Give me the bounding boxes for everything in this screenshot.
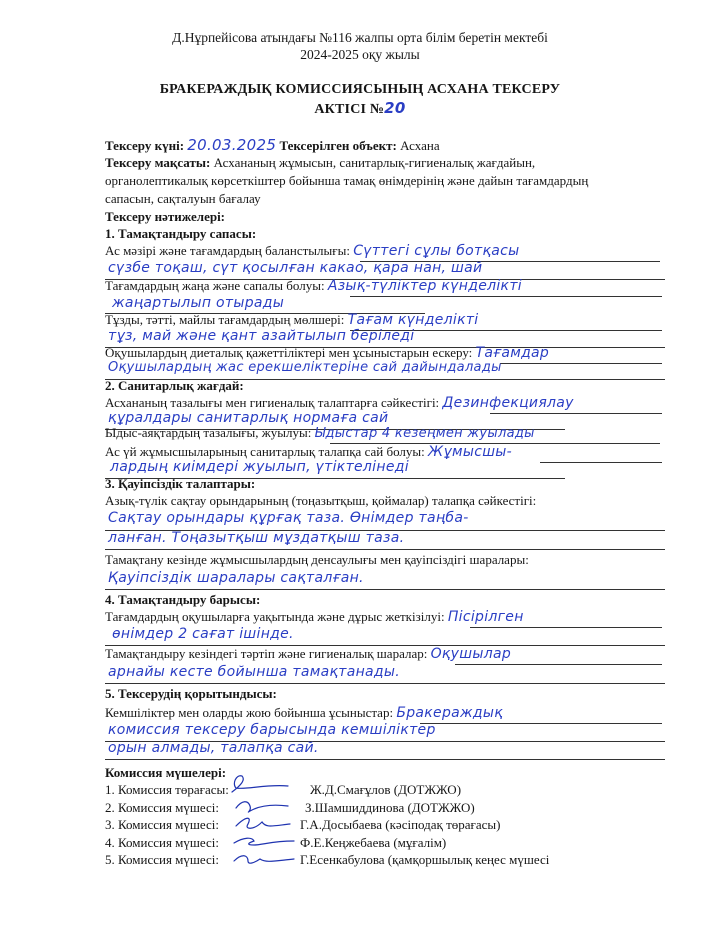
s1-q1-label: Ас мәзірі және тағамдардың баланстылығы: (105, 243, 350, 258)
section-3-title: 3. Қауіпсіздік талаптары: (105, 476, 256, 491)
s3-a2-line1: Қауіпсіздік шаралары сақталған. (108, 570, 364, 586)
s2-a1-line1: Дезинфекциялау (442, 395, 574, 411)
member-name: Г.Есенкабулова (қамқоршылық кеңес мүшесі (300, 852, 550, 867)
purpose-text-2: органолептикалық көрсеткіштер бойынша тамақ өнімдерінің және дайын тағамдардың (105, 173, 589, 188)
member-role: 1. Комиссия төрағасы: (105, 782, 229, 797)
s5-a1-line2: комиссия тексеру барысында кемшіліктер (108, 722, 436, 738)
signature-2 (236, 802, 288, 812)
object-label: Тексерілген объект: (279, 138, 397, 153)
member-role: 2. Комиссия мүшесі: (105, 800, 220, 815)
s3-q2: Тамақтану кезінде жұмысшылардың денсаулығы мен қауіпсіздігі шаралары: (105, 552, 529, 567)
act-number: 20 (384, 99, 406, 117)
s1-a3-line1: Тағам күнделікті (347, 312, 479, 328)
school-name: Д.Нұрпейісова атындағы №116 жалпы орта білім беретін мектебі (172, 30, 548, 45)
s2-a2-line1: Ыдыстар 4 кезеңмен жуылады (314, 426, 535, 441)
member-role: 3. Комиссия мүшесі: (105, 817, 220, 832)
object-value: Асхана (400, 138, 440, 153)
s4-a1-line2: өнімдер 2 сағат ішінде. (112, 626, 294, 642)
member-name: Ж.Д.Смағұлов (ДОТЖЖО) (310, 782, 462, 797)
signature-1 (232, 776, 288, 792)
commission-title: Комиссия мүшелері: (105, 765, 227, 780)
s2-a3-line1: Жұмысшы- (428, 444, 513, 460)
s1-a2-line1: Азық-түліктер күнделікті (327, 278, 522, 294)
member-name: Ф.Е.Кеңжебаева (мұғалім) (300, 835, 447, 850)
s4-a2-line1: Оқушылар (430, 646, 512, 662)
section-2-title: 2. Санитарлық жағдай: (105, 378, 244, 393)
act-title: БРАКЕРАЖДЫҚ КОМИССИЯСЫНЫҢ АСХАНА ТЕКСЕРУ (159, 82, 561, 97)
date-label: Тексеру күні: (105, 138, 185, 153)
s5-q1-label: Кемшіліктер мен оларды жою бойынша ұсыныстар: (105, 705, 394, 720)
s2-a3-line2: лардың киімдері жуылып, үтіктелінеді (110, 459, 409, 475)
section-1-title: 1. Тамақтандыру сапасы: (105, 226, 257, 241)
s1-a4-line1: Тағамдар (475, 345, 550, 361)
s1-a4-line2: Оқушылардың жас ерекшеліктеріне сай дайындалады (108, 360, 502, 375)
s5-a1-line1: Бракераждық (396, 705, 504, 721)
s4-q2-label: Тамақтандыру кезіндегі тәртіп және гигиеналық шаралар: (105, 646, 428, 661)
s1-a1-line2: сүзбе тоқаш, сүт қосылған какао, қара нан, шай (108, 260, 483, 276)
s1-a3-line2: тұз, май және қант азайтылып беріледі (108, 328, 415, 344)
act-number-prefix: АКТІСІ № (314, 102, 385, 117)
s3-q1: Азық-түлік сақтау орындарының (тоңазытқыш, қоймалар) талапқа сәйкестігі: (105, 493, 537, 508)
signature-5 (234, 856, 294, 863)
s1-a1-line1: Сүттегі сұлы ботқасы (353, 243, 520, 259)
date-value: 20.03.2025 (187, 136, 277, 154)
s4-a1-line1: Пісірілген (447, 609, 524, 625)
signature-4 (234, 838, 294, 845)
s1-q3-label: Тұзды, тәтті, майлы тағамдардың мөлшері: (105, 312, 345, 327)
s2-q2-label: Ыдыс-аяқтардың тазалығы, жуылуы: (105, 425, 312, 440)
results-label: Тексеру нәтижелері: (105, 209, 226, 224)
section-5-title: 5. Тексерудің қорытындысы: (105, 686, 277, 701)
s3-a1-line1: Сақтау орындары құрғақ таза. Өнімдер таңба- (108, 510, 469, 526)
s1-q2-label: Тағамдардың жаңа және сапалы болуы: (105, 278, 325, 293)
s2-q1-label: Асхананың тазалығы мен гигиеналық талаптарға сәйкестігі: (105, 395, 440, 410)
school-year: 2024-2025 оқу жылы (300, 47, 420, 62)
purpose-text-3: сапасын, сақталуын бағалау (105, 191, 261, 206)
s4-q1-label: Тағамдардың оқушыларға уақытында және дұрыс жеткізілуі: (105, 609, 445, 624)
member-name: Г.А.Досыбаева (кәсіподақ төрағасы) (300, 817, 501, 832)
s2-q3-label: Ас үй жұмысшыларының санитарлық талапқа сай болуы: (105, 444, 425, 459)
section-4-title: 4. Тамақтандыру барысы: (105, 592, 261, 607)
s4-a2-line2: арнайы кесте бойынша тамақтанады. (108, 664, 401, 680)
s1-q4-label: Оқушылардың диеталық қажеттіліктері мен ұсыныстарын ескеру: (105, 345, 473, 360)
purpose-text-1: Асхананың жұмысын, санитарлық-гигиеналық жағдайын, (213, 155, 536, 170)
s3-a1-line2: ланған. Тоңазытқыш мұздатқыш таза. (108, 530, 405, 546)
s1-a2-line2: жаңартылып отырады (112, 295, 285, 311)
signature-3 (236, 818, 290, 828)
purpose-label: Тексеру мақсаты: (105, 155, 211, 170)
s5-a1-line3: орын алмады, талапқа сай. (108, 740, 319, 756)
s2-a1-line2: құралдары санитарлық нормаға сай (108, 410, 389, 426)
member-role: 5. Комиссия мүшесі: (105, 852, 220, 867)
member-name: З.Шамшиддинова (ДОТЖЖО) (305, 800, 475, 815)
member-role: 4. Комиссия мүшесі: (105, 835, 220, 850)
